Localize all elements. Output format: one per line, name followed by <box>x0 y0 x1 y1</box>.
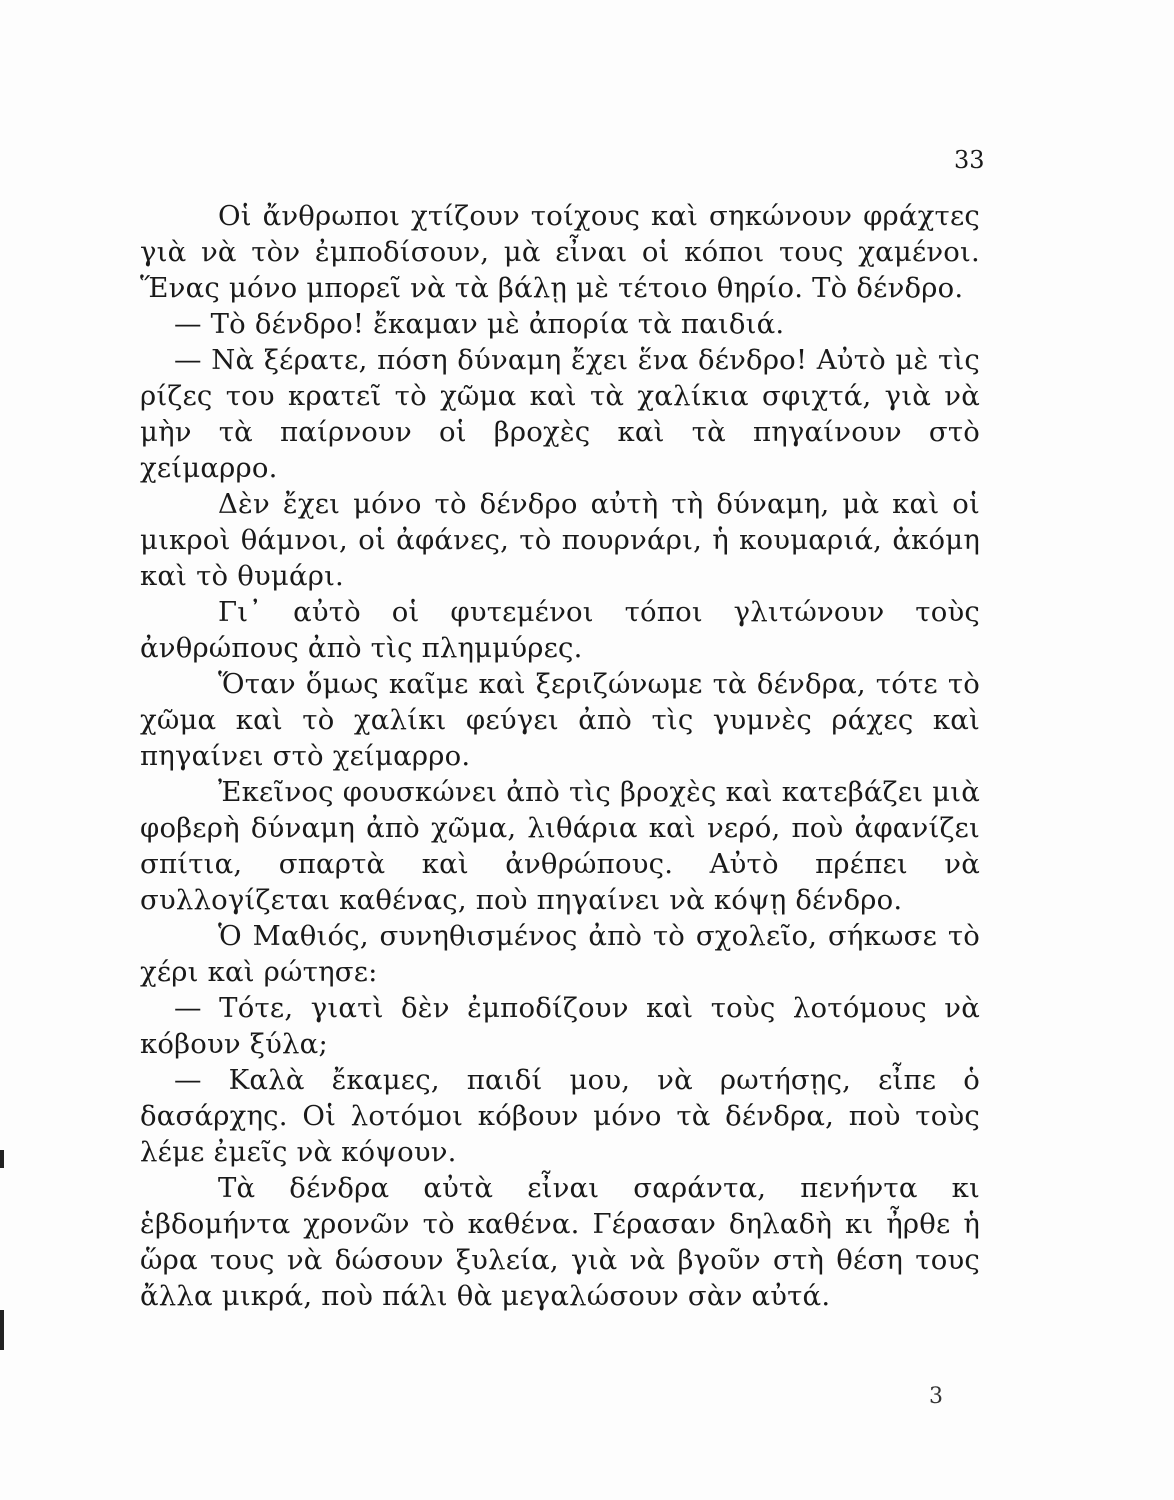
binding-mark <box>0 1310 4 1350</box>
paragraph: Δὲν ἔχει μόνο τὸ δένδρο αὐτὴ τὴ δύναμη, μὰ καὶ οἱ μικροὶ θάμνοι, οἱ ἀφάνες, τὸ πουρνάρι, ἡ κουμαριά, ἀκόμη καὶ τὸ θυμάρι. <box>140 488 980 592</box>
page-number: 33 <box>954 146 985 174</box>
paragraph: Ὁ Μαθιός, συνηθισμένος ἀπὸ τὸ σχολεῖο, σήκωσε τὸ χέρι καὶ ρώτησε: <box>140 920 980 988</box>
paragraph: Ἐκεῖνος φουσκώνει ἀπὸ τὶς βροχὲς καὶ κατεβάζει μιὰ φοβερὴ δύναμη ἀπὸ χῶμα, λιθάρια καὶ νερό, ποὺ ἀφανίζει σπίτια, σπαρτὰ καὶ ἀνθρώπους. Αὐτὸ πρέπει νὰ συλλογίζεται καθένας, ποὺ πηγαίνει νὰ κόψῃ δένδρο. <box>140 776 980 916</box>
dialogue-line: — Τότε, γιατὶ δὲν ἐμποδίζουν καὶ τοὺς λοτόμους νὰ κόβουν ξύλα; <box>140 992 980 1060</box>
binding-edge-marks <box>0 1150 6 1350</box>
dialogue-line: — Καλὰ ἔκαμες, παιδί μου, νὰ ρωτήσῃς, εἶπε ὁ δασάρχης. Οἱ λοτόμοι κόβουν μόνο τὰ δένδρα, ποὺ τοὺς λέμε ἐμεῖς νὰ κόψουν. <box>140 1064 980 1168</box>
dialogue-line: — Τὸ δένδρο! ἔκαμαν μὲ ἀπορία τὰ παιδιά. <box>174 308 785 340</box>
paragraph: Τὰ δένδρα αὐτὰ εἶναι σαράντα, πενήντα κι ἑβδομήντα χρονῶν τὸ καθένα. Γέρασαν δηλαδὴ κι ἦρθε ἡ ὥρα τους νὰ δώσουν ξυλεία, γιὰ νὰ βγοῦν στὴ θέση τους ἄλλα μικρά, ποὺ πάλι θὰ μεγαλώσουν σὰν αὐτά. <box>140 1172 980 1312</box>
paragraph: Γι᾿ αὐτὸ οἱ φυτεμένοι τόποι γλιτώνουν τοὺς ἀνθρώπους ἀπὸ τὶς πλημμύρες. <box>140 596 980 664</box>
paragraph: Οἱ ἄνθρωποι χτίζουν τοίχους καὶ σηκώνουν φράχτες γιὰ νὰ τὸν ἐμποδίσουν, μὰ εἶναι οἱ κόποι τους χαμένοι. Ἕνας μόνο μπορεῖ νὰ τὰ βάλῃ μὲ τέτοιο θηρίο. Τὸ δένδρο. <box>140 200 980 304</box>
binding-mark <box>0 1150 4 1168</box>
signature-mark: 3 <box>929 1384 943 1409</box>
dialogue-line: — Νὰ ξέρατε, πόση δύναμη ἔχει ἕνα δένδρο! Αὐτὸ μὲ τὶς ρίζες του κρατεῖ τὸ χῶμα καὶ τὰ χαλίκια σφιχτά, γιὰ νὰ μὴν τὰ παίρνουν οἱ βροχὲς καὶ τὰ πηγαίνουν στὸ χείμαρρο. <box>140 344 980 484</box>
text-body <box>140 198 980 1314</box>
paragraph: Ὅταν ὅμως καῖμε καὶ ξεριζώνωμε τὰ δένδρα, τότε τὸ χῶμα καὶ τὸ χαλίκι φεύγει ἀπὸ τὶς γυμνὲς ράχες καὶ πηγαίνει στὸ χείμαρρο. <box>140 668 980 772</box>
